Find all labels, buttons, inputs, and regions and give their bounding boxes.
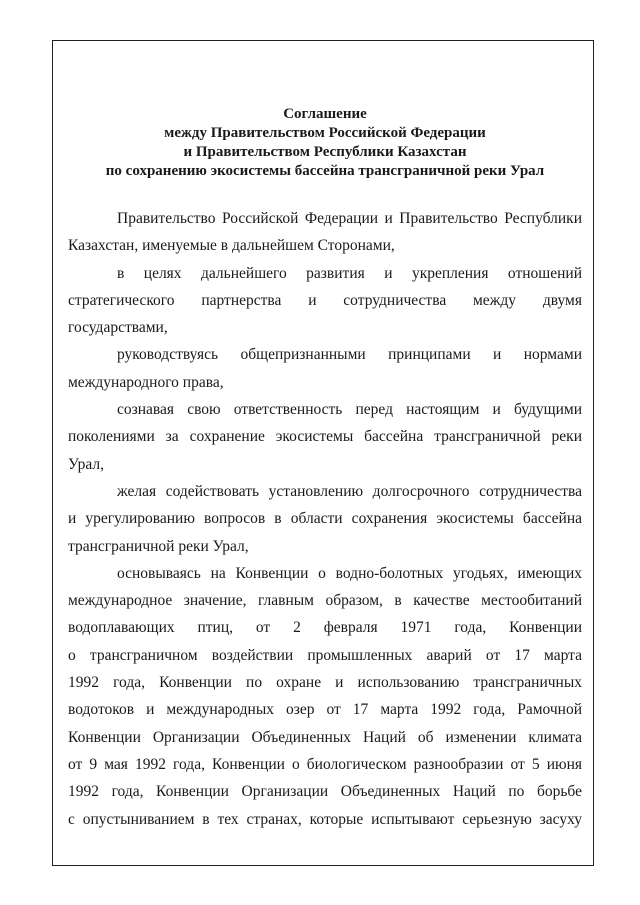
- title-line: между Правительством Российской Федерации: [164, 125, 486, 141]
- paragraph-guided: [68, 341, 582, 396]
- text-line: водоплавающих птиц, от 2 февраля 1971 года, Конвенции: [68, 619, 582, 637]
- paragraph-conventions: [68, 560, 582, 833]
- paragraph-cooperation: [68, 478, 582, 560]
- paragraph-responsibility: [68, 396, 582, 478]
- paragraph-preamble: [68, 205, 582, 260]
- text-line: о трансграничном воздействии промышленных аварий от 17 марта: [68, 646, 582, 664]
- text-line: руководствуясь общепризнанными принципами и нормами: [117, 346, 582, 364]
- text-line: с опустыниванием в тех странах, которые испытывают серьезную засуху: [68, 810, 582, 828]
- text-line: желая содействовать установлению долгосрочного сотрудничества: [117, 482, 582, 500]
- text-line: Конвенции Организации Объединенных Наций об изменении климата: [68, 728, 582, 746]
- text-line: международное значение, главным образом, в качестве местообитаний: [68, 592, 582, 610]
- text-line: от 9 мая 1992 года, Конвенции о биологическом разнообразии от 5 июня: [68, 755, 582, 773]
- text-line: и урегулированию вопросов в области сохранения экосистемы бассейна: [68, 510, 582, 528]
- text-line: сознавая свою ответственность перед настоящим и будущими: [117, 401, 582, 419]
- text-line: 1992 года, Конвенции Организации Объединенных Наций по борьбе: [68, 783, 582, 801]
- text-line: стратегического партнерства и сотрудничества между двумя: [68, 291, 582, 309]
- text-line: водотоков и международных озер от 17 марта 1992 года, Рамочной: [68, 701, 582, 719]
- text-line: основываясь на Конвенции о водно-болотных угодьях, имеющих: [117, 564, 582, 582]
- text-line: в целях дальнейшего развития и укрепления отношений: [117, 264, 582, 282]
- text-line: Казахстан, именуемые в дальнейшем Сторонами,: [68, 237, 395, 255]
- text-line: поколениями за сохранение экосистемы бассейна трансграничной реки: [68, 428, 582, 446]
- text-line: 1992 года, Конвенции по охране и использованию трансграничных: [68, 674, 582, 692]
- title-line: и Правительством Республики Казахстан: [183, 144, 467, 160]
- text-line: трансграничной реки Урал,: [68, 537, 249, 555]
- title-line: по сохранению экосистемы бассейна трансграничной реки Урал: [105, 163, 545, 179]
- text-line: Правительство Российской Федерации и Правительство Республики: [117, 210, 582, 227]
- document-page: [68, 105, 582, 833]
- text-line: Урал,: [68, 455, 104, 473]
- document-title: [68, 105, 582, 181]
- text-line: международного права,: [68, 373, 224, 391]
- document-body: [68, 205, 582, 833]
- paragraph-purpose: [68, 260, 582, 342]
- title-line: Соглашение: [283, 106, 367, 122]
- text-line: государствами,: [68, 319, 168, 337]
